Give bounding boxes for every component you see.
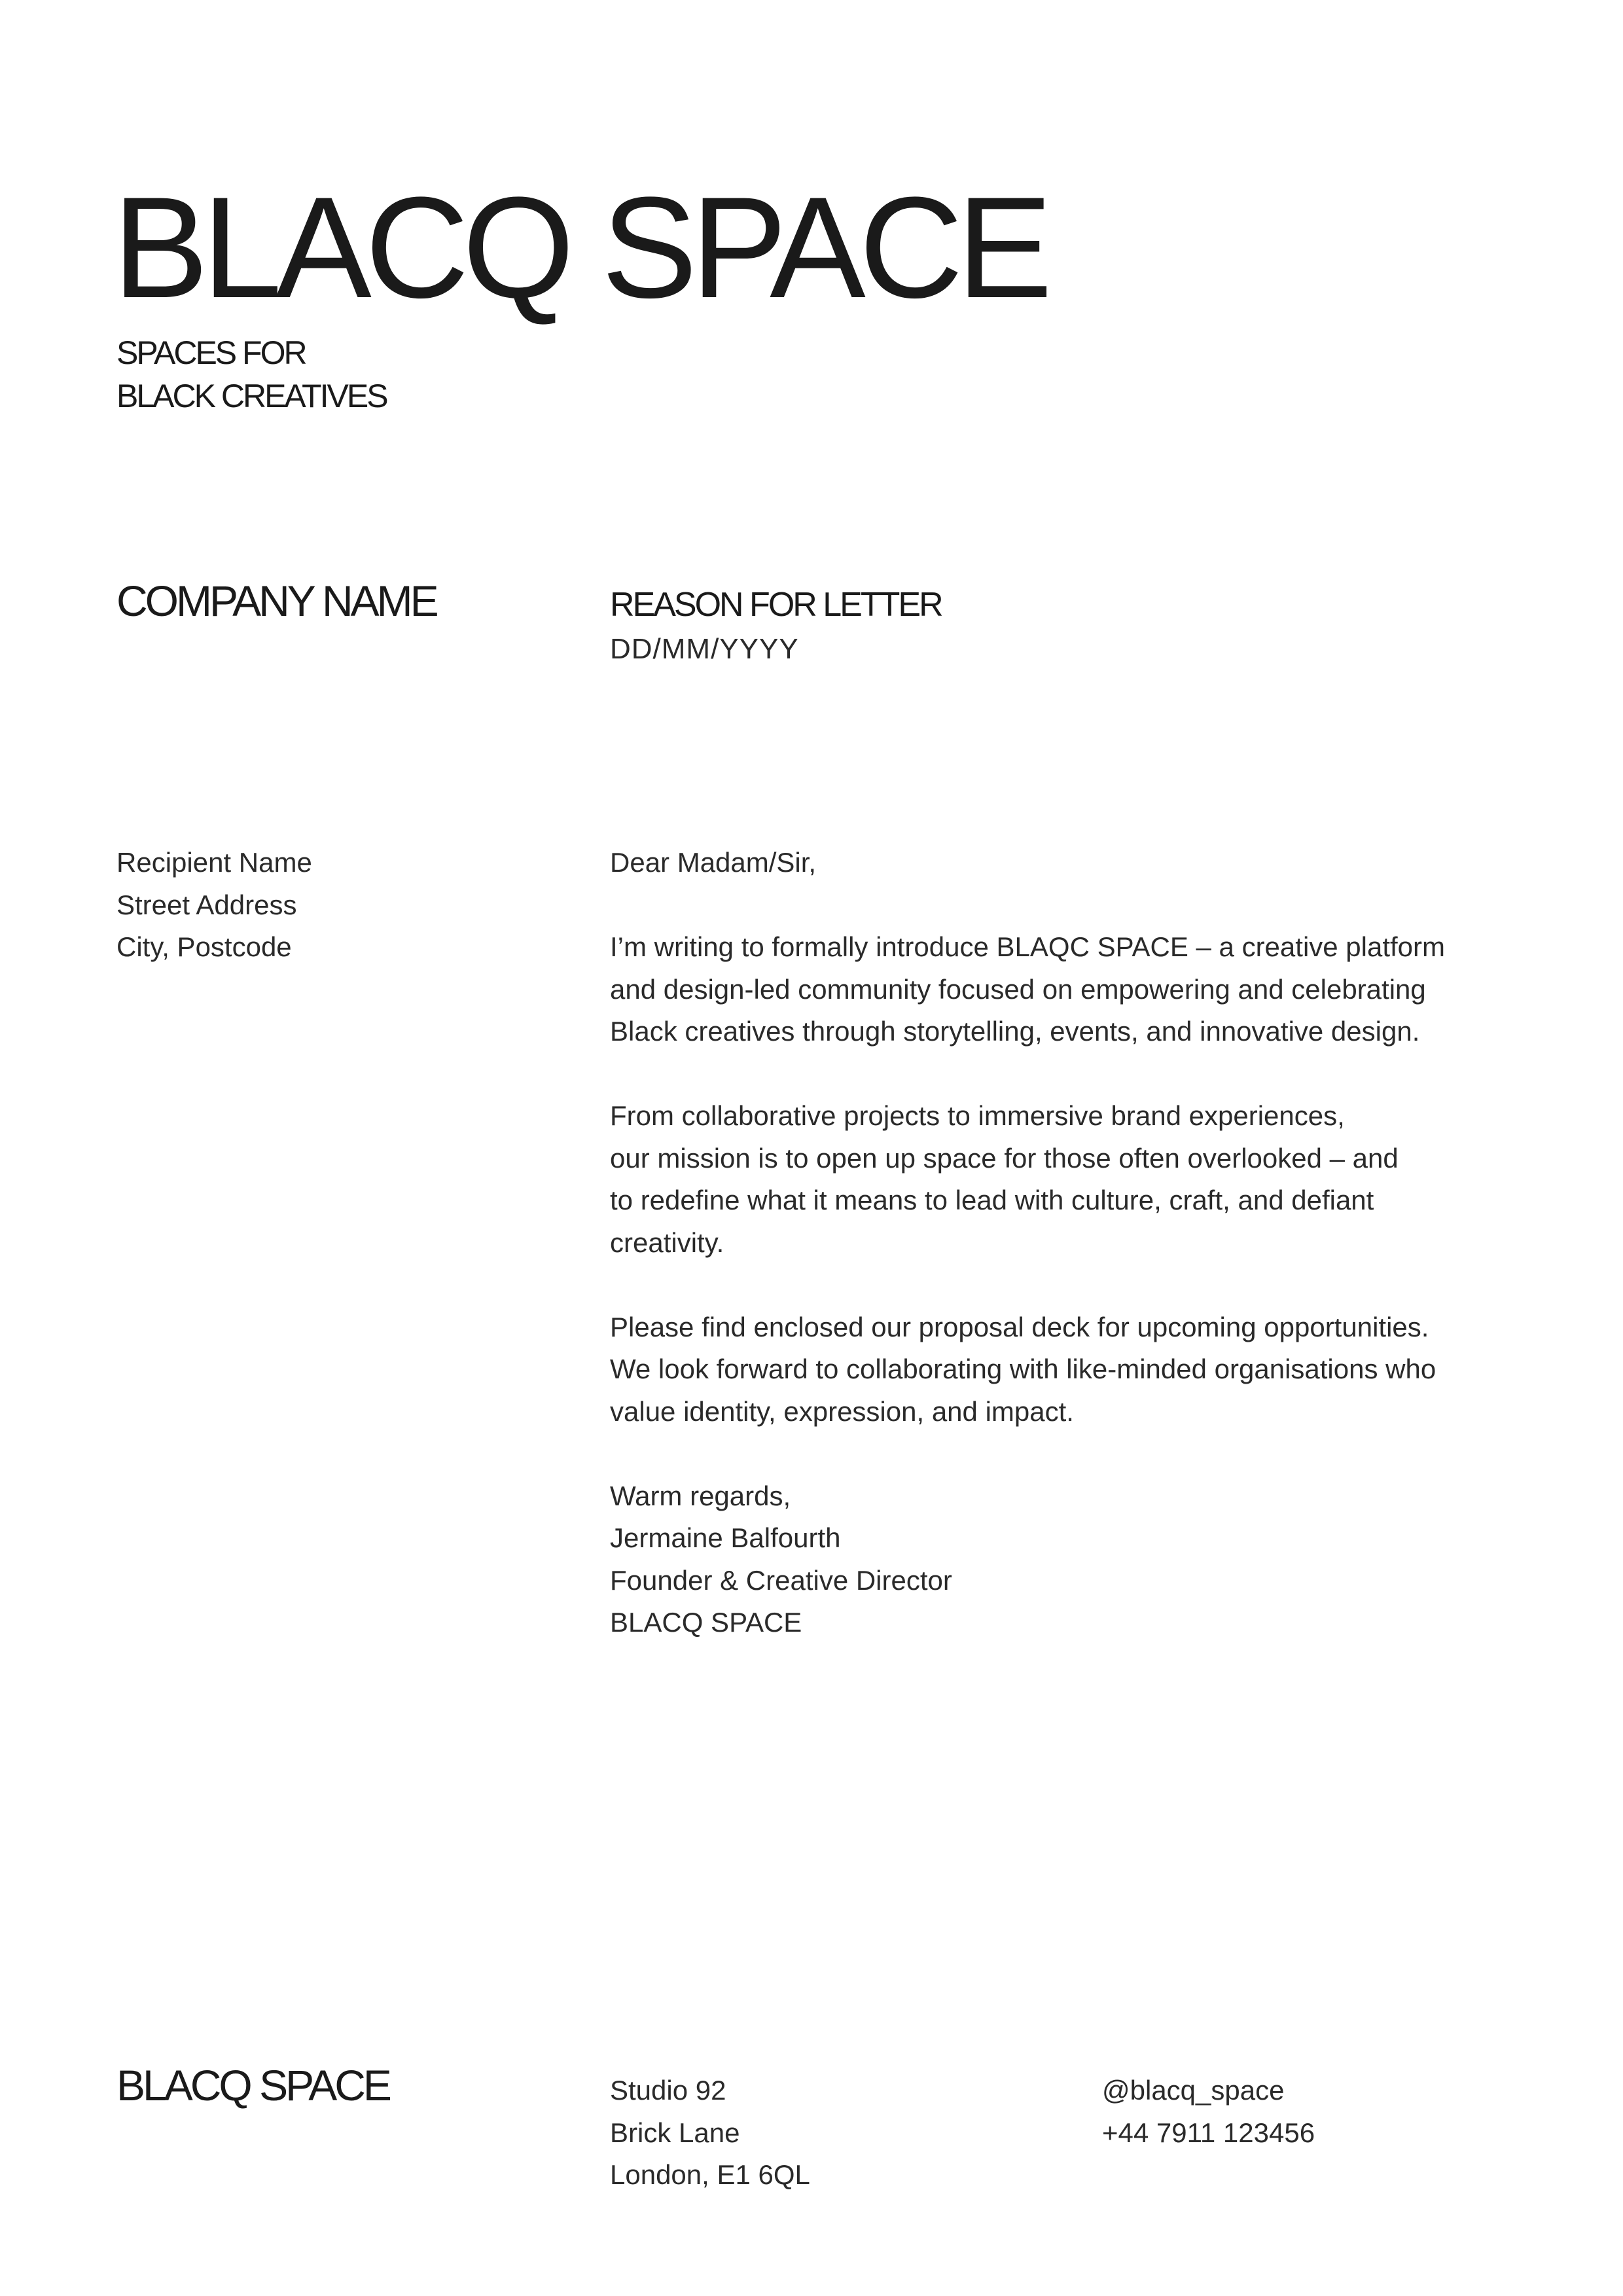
phone-number: +44 7911 123456 (1102, 2117, 1315, 2148)
signature-block (610, 1475, 1539, 1644)
signature-company: BLACQ SPACE (610, 1607, 802, 1638)
recipient-name: Recipient Name (116, 847, 312, 878)
paragraph-intro (610, 926, 1539, 1053)
footer-contact (1102, 2070, 1315, 2154)
brand-tagline (116, 331, 387, 418)
tagline-line: SPACES FOR (116, 334, 306, 371)
footer-address (610, 2070, 810, 2197)
paragraph-line: value identity, expression, and impact. (610, 1395, 1074, 1427)
paragraph-line: to redefine what it means to lead with culture, craft, and defiant (610, 1185, 1374, 1215)
brand-logo: BLACQ SPACE (113, 167, 1046, 328)
footer-logo: BLACQ SPACE (116, 2061, 389, 2109)
paragraph-line: We look forward to collaborating with like-minded organisations who (610, 1354, 1436, 1384)
recipient-block (116, 842, 312, 969)
paragraph-line: Black creatives through storytelling, events, and innovative design. (610, 1016, 1420, 1047)
tagline-line: BLACK CREATIVES (116, 378, 387, 414)
paragraph-line: our mission is to open up space for those often overlooked – and (610, 1142, 1399, 1174)
salutation: Dear Madam/Sir, (610, 847, 817, 878)
company-name: COMPANY NAME (116, 577, 437, 625)
recipient-city: City, Postcode (116, 931, 292, 962)
social-handle: @blacq_space (1102, 2075, 1285, 2106)
paragraph-mission (610, 1095, 1539, 1264)
letter-reason: REASON FOR LETTER (610, 586, 942, 624)
address-line: London, E1 6QL (610, 2159, 810, 2190)
signature-closing: Warm regards, (610, 1480, 791, 1511)
letter-date: DD/MM/YYYY (610, 633, 799, 665)
signature-name: Jermaine Balfourth (610, 1522, 841, 1553)
letter-body (610, 842, 1539, 1644)
signature-title: Founder & Creative Director (610, 1564, 952, 1596)
paragraph-closing (610, 1306, 1539, 1433)
recipient-street: Street Address (116, 889, 297, 920)
paragraph-line: I’m writing to formally introduce BLAQC SPACE – a creative platform (610, 931, 1446, 962)
address-line: Studio 92 (610, 2075, 726, 2106)
address-line: Brick Lane (610, 2117, 740, 2148)
paragraph-line: and design-led community focused on empowering and celebrating (610, 973, 1426, 1005)
paragraph-line: From collaborative projects to immersive brand experiences, (610, 1100, 1345, 1131)
paragraph-line: Please find enclosed our proposal deck for upcoming opportunities. (610, 1311, 1429, 1342)
paragraph-line: creativity. (610, 1227, 724, 1258)
